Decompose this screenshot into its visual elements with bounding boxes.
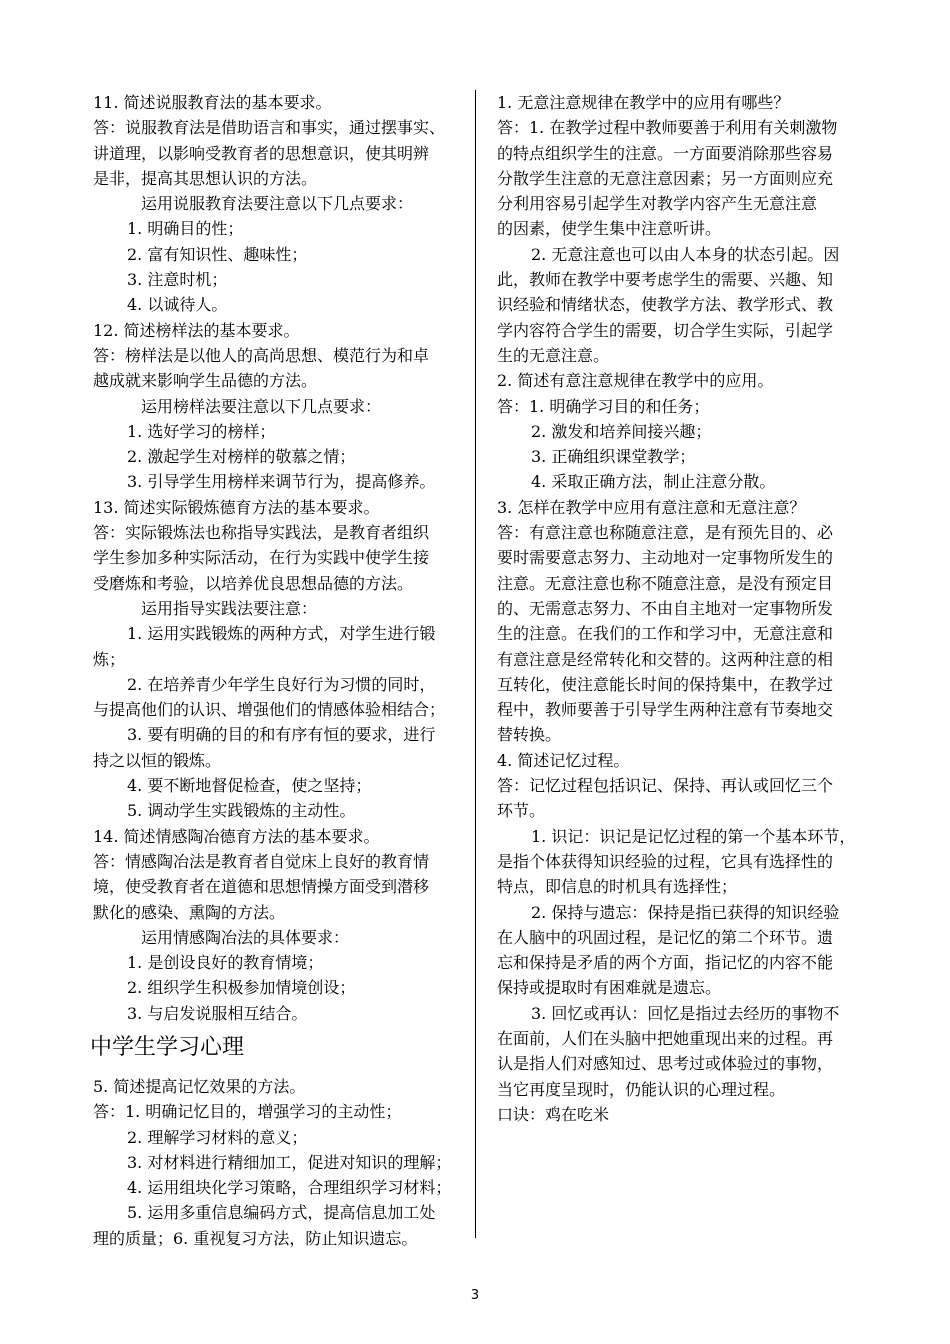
text-line: 1. 运用实践锻炼的两种方式，对学生进行锻: [127, 624, 436, 644]
text-line: 生的注意。在我们的工作和学习中，无意注意和: [497, 624, 834, 644]
text-line: 2. 激发和培养间接兴趣；: [531, 421, 712, 441]
text-line: 运用榜样法要注意以下几点要求：: [141, 396, 382, 416]
text-line: 14. 简述情感陶冶德育方法的基本要求。: [93, 826, 380, 846]
text-line: 5. 调动学生实践锻炼的主动性。: [127, 801, 356, 821]
text-line: 答：1. 在教学过程中教师要善于利用有关刺激物: [497, 118, 838, 138]
text-line: 11. 简述说服教育法的基本要求。: [93, 93, 332, 112]
text-line: 有意注意是经常转化和交替的。这两种注意的相: [497, 649, 834, 669]
text-line: 要时需要意志努力、主动地对一定事物所发生的: [497, 548, 834, 568]
text-line: 口诀：鸡在吃米: [497, 1104, 610, 1124]
text-line: 3. 要有明确的目的和有序有恒的要求，进行: [127, 725, 436, 745]
text-line: 3. 怎样在教学中应用有意注意和无意注意？: [497, 497, 806, 517]
text-line: 默化的感染、熏陶的方法。: [93, 902, 286, 922]
text-line: 2. 简述有意注意规律在教学中的应用。: [497, 371, 774, 391]
text-line: 答：1. 明确记忆目的，增强学习的主动性；: [93, 1102, 402, 1122]
text-line: 运用指导实践法要注意：: [141, 598, 318, 618]
text-line: 学内容符合学生的需要，切合学生实际，引起学: [497, 320, 834, 340]
text-line: 2. 在培养青少年学生良好行为习惯的同时，: [127, 674, 436, 694]
text-line: 5. 简述提高记忆效果的方法。: [93, 1076, 306, 1096]
text-line: 2. 激起学生对榜样的敬慕之情；: [127, 447, 356, 467]
text-line: 13. 简述实际锻炼德育方法的基本要求。: [93, 497, 380, 517]
text-line: 4. 以诚待人。: [127, 295, 228, 315]
text-line: 答：情感陶冶法是教育者自觉床上良好的教育情: [93, 851, 430, 871]
text-line: 3. 注意时机；: [127, 270, 228, 290]
text-line: 答：实际锻炼法也称指导实践法，是教育者组织: [93, 523, 430, 543]
text-line: 替转换。: [497, 725, 562, 745]
text-line: 2. 理解学习材料的意义；: [127, 1127, 308, 1147]
text-line: 环节。: [497, 801, 546, 821]
text-line: 3. 正确组织课堂教学；: [531, 447, 696, 467]
text-line: 互转化，使注意能长时间的保持集中，在教学过: [497, 674, 834, 694]
text-line: 分利用容易引起学生对教学内容产生无意注意: [497, 194, 818, 214]
text-line: 2. 无意注意也可以由人本身的状态引起。因: [531, 244, 840, 264]
text-line: 分散学生注意的无意注意因素；另一方面则应充: [497, 168, 834, 188]
text-line: 理的质量；6. 重视复习方法，防止知识遗忘。: [93, 1228, 418, 1248]
text-line: 讲道理，以影响受教育者的思想意识，使其明辨: [93, 143, 430, 163]
text-line: 认是指人们对感知过、思考过或体验过的事物，: [497, 1054, 834, 1074]
text-line: 3. 回忆或再认：回忆是指过去经历的事物不: [531, 1003, 840, 1023]
text-line: 1. 明确目的性；: [127, 219, 244, 239]
text-line: 的因素，使学生集中注意听讲。: [497, 219, 722, 239]
text-line: 的特点组织学生的注意。一方面要消除那些容易: [497, 143, 834, 163]
text-line: 答：1. 明确学习目的和任务；: [497, 396, 710, 416]
text-line: 炼；: [93, 649, 126, 669]
text-line: 3. 与启发说服相互结合。: [127, 1003, 308, 1023]
text-line: 受磨炼和考验，以培养优良思想品德的方法。: [93, 573, 414, 593]
text-line: 2. 富有知识性、趣味性；: [127, 244, 308, 264]
page-number: 3: [470, 1288, 480, 1303]
text-line: 在人脑中的巩固过程，是记忆的第二个环节。遗: [497, 927, 834, 947]
text-line: 学生参加多种实际活动，在行为实践中使学生接: [93, 548, 430, 568]
text-line: 2. 保持与遗忘：保持是指已获得的知识经验: [531, 902, 840, 922]
text-line: 4. 采取正确方法，制止注意分散。: [531, 472, 776, 492]
right-column: [497, 90, 867, 1127]
text-line: 1. 是创设良好的教育情境；: [127, 953, 324, 973]
text-line: 12. 简述榜样法的基本要求。: [93, 320, 300, 340]
text-line: 4. 简述记忆过程。: [497, 750, 630, 770]
text-line: 忘和保持是矛盾的两个方面，指记忆的内容不能: [497, 953, 834, 973]
text-line: 运用说服教育法要注意以下几点要求：: [141, 194, 414, 214]
text-line: 3. 对材料进行精细加工，促进对知识的理解；: [127, 1152, 452, 1172]
text-line: 答：记忆过程包括识记、保持、再认或回忆三个: [497, 776, 834, 796]
text-line: 4. 要不断地督促检查，使之坚持；: [127, 776, 372, 796]
text-line: 运用情感陶冶法的具体要求：: [141, 927, 350, 947]
text-line: 当它再度呈现时，仍能认识的心理过程。: [497, 1079, 786, 1099]
text-line: 识经验和情绪状态，使教学方法、教学形式、教: [497, 295, 834, 315]
text-line: 保持或提取时有困难就是遗忘。: [497, 978, 722, 998]
text-line: 答：说服教育法是借助语言和事实，通过摆事实、: [93, 118, 446, 138]
text-line: 境，使受教育者在道德和思想情操方面受到潜移: [93, 877, 430, 897]
text-line: 1. 识记：识记是记忆过程的第一个基本环节，: [531, 826, 856, 846]
text-line: 特点，即信息的时机具有选择性；: [497, 877, 738, 897]
text-line: 1. 无意注意规律在教学中的应用有哪些？: [497, 93, 790, 112]
text-line: 越成就来影响学生品德的方法。: [93, 371, 318, 391]
text-line: 2. 组织学生积极参加情境创设；: [127, 978, 356, 998]
section-heading: 中学生学习心理: [90, 1034, 245, 1060]
text-line: 此，教师在教学中要考虑学生的需要、兴趣、知: [497, 270, 834, 290]
text-line: 是指个体获得知识经验的过程，它具有选择性的: [497, 851, 834, 871]
text-line: 生的无意注意。: [497, 345, 610, 365]
text-line: 注意。无意注意也称不随意注意，是没有预定目: [497, 573, 834, 593]
left-column: [90, 90, 468, 1251]
text-line: 在面前，人们在头脑中把她重现出来的过程。再: [497, 1028, 834, 1048]
text-line: 5. 运用多重信息编码方式，提高信息加工处: [127, 1203, 436, 1223]
text-line: 持之以恒的锻炼。: [93, 750, 222, 770]
text-line: 的、无需意志努力、不由自主地对一定事物所发: [497, 598, 834, 618]
text-line: 4. 运用组块化学习策略，合理组织学习材料；: [127, 1178, 452, 1198]
text-line: 答：榜样法是以他人的高尚思想、模范行为和卓: [93, 345, 430, 365]
text-line: 1. 选好学习的榜样；: [127, 421, 276, 441]
text-line: 是非，提高其思想认识的方法。: [93, 168, 318, 188]
text-line: 与提高他们的认识、增强他们的情感体验相结合；: [93, 700, 446, 720]
column-divider: [475, 90, 476, 1238]
text-line: 答：有意注意也称随意注意，是有预先目的、必: [497, 523, 834, 543]
text-line: 程中，教师要善于引导学生两种注意有节奏地交: [497, 700, 834, 720]
text-line: 3. 引导学生用榜样来调节行为，提高修养。: [127, 472, 436, 492]
